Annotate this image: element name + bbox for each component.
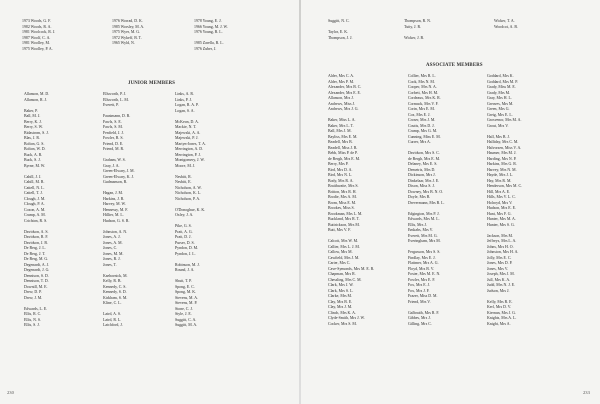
member-name: Ball, M. J. [24, 114, 41, 118]
member-name: Cunning, Miss E. M. [408, 134, 441, 139]
member-name: Thompson, J. J. [328, 35, 353, 40]
senior-members-column-3 [194, 19, 228, 52]
member-name: Bayliss, Mrs E. M. [328, 134, 358, 139]
member-name: Brookman, Mrs L. M. [328, 211, 363, 216]
member-name: Findlay, Mrs E. J. [408, 255, 436, 260]
member-name: Berry, Mrs P. [328, 162, 349, 166]
member-name: Stevens, M. P. [175, 301, 198, 305]
member-name: Beadell, Miss J. R. [328, 145, 358, 150]
member-name: Berry, K. J. [24, 119, 42, 124]
member-name: Merrington, P. J. [175, 152, 201, 157]
member-name: Berry, S. W. [24, 125, 43, 129]
member-name: Jones, A. M. [103, 240, 123, 245]
member-name: Nesbitt, R. [175, 174, 192, 179]
member-name: Johnston, A. N. [103, 229, 128, 234]
member-name: Jones, Mrs D. P. [487, 261, 513, 265]
member-name: Jones, Mrs V. [487, 266, 509, 271]
member-name: Judd, Mrs N. J. E. [487, 283, 516, 287]
member-name: Clark, Mrs S. L. [328, 288, 354, 293]
member-name: Nicholson, K. L. [175, 191, 202, 195]
member-name: 1985 Zarella, R. L. [194, 41, 224, 45]
member-name: Kaehornick, M. [103, 273, 128, 278]
member-name: Halliday, Mrs C. M. [487, 140, 519, 144]
member-name: Ellis, R. C. [24, 312, 42, 316]
member-name: Bolton, G. S. [24, 141, 45, 146]
member-name: Hayde, Mrs J. L. [487, 173, 514, 177]
member-name: Chapman, Mrs R. [328, 272, 356, 276]
member-name: Spong, M. K. [175, 290, 197, 294]
member-name: Everett, Mrs M. G. [408, 233, 438, 238]
member-name: Purser, D. S. [175, 240, 195, 245]
associate-members-heading: ASSOCIATE MEMBERS [426, 63, 483, 68]
member-name: Clough, J. M. [24, 196, 46, 201]
member-name: Pratt, D. J. [175, 235, 192, 239]
member-name: Currer, Mrs A. [408, 140, 431, 144]
member-name: Stevens, M. A. [175, 295, 199, 300]
member-name: Grady, Miss M. E. [487, 85, 516, 89]
member-name: Buckland, Mrs R. T. [328, 217, 360, 221]
member-name: Crump, Mrs G. M. [408, 129, 438, 133]
member-name: Fox, Mrs E. J. [408, 283, 431, 287]
member-name: Oxley, J. A. [175, 213, 194, 217]
member-name: Jones, R. J. [103, 257, 121, 261]
member-name: Mackie, N. T. [175, 125, 197, 129]
member-name: Johnston, Mrs H. A. [487, 250, 519, 254]
member-name: O'Donoghue, K. K. [175, 207, 206, 212]
junior-members-heading: JUNIOR MEMBERS [128, 81, 176, 86]
member-name: Everett, P. [103, 103, 119, 107]
member-name: Clark, Mrs J. W. [328, 283, 354, 287]
member-name: Style, J. E. [175, 312, 192, 316]
member-name: Kirkham, S. M. [103, 295, 128, 300]
member-name: Friend, D. E. [103, 141, 124, 146]
member-name: Dennison, S. D. [24, 273, 49, 278]
member-name: Hunt, Mrs F. G. [487, 211, 512, 216]
member-name: Judson, Mrs J. [487, 288, 510, 293]
member-name: Kelly, R. B. [103, 279, 122, 283]
member-name: Majewski, P. J. [175, 136, 199, 140]
member-name: Foster, Mrs M. E. N. [408, 272, 441, 276]
member-name: Jones, M. M. [103, 251, 124, 256]
member-name: 1975 Wyer, M. G. [112, 30, 141, 34]
member-name: McKeon, D. A. [175, 119, 199, 124]
member-name: Andrews, Mrs J. G. [328, 107, 359, 111]
member-name: Kiernan, Mrs J. G. [487, 310, 516, 315]
member-name: Frazer, Miss D. M. [408, 294, 438, 298]
member-name: Jolly, Mrs E. C. [487, 255, 512, 260]
member-name: Ellis, N. S. [24, 317, 41, 322]
member-name: Coxon, A. M. [24, 207, 46, 212]
member-name: 1976 Young, R. L. [194, 30, 223, 34]
member-name: Majewski, A. A. [175, 130, 201, 135]
member-name: Doyle, Mrs B. [408, 195, 431, 199]
member-name: Cordeaux, Mrs K. R. [408, 96, 441, 100]
member-name: Callow, Mrs M. [328, 250, 353, 254]
member-name: Cahill, J. J. [24, 174, 42, 179]
member-name: Degenardt, A. J. [24, 262, 50, 267]
member-name: Shutt, T. P. [175, 279, 192, 283]
member-name: Graham, W. S. [103, 158, 126, 162]
member-name: Jones, A. J. [103, 235, 121, 239]
member-name: Fergusson, Mrs S. S. [408, 250, 441, 254]
member-name: Wicker, T. A. [494, 19, 515, 23]
member-name: Alexander, Mrs E. E. [328, 90, 361, 95]
member-name: 1982 Woods, R. A. [22, 24, 52, 29]
member-name: Dickinson, Mrs J. [408, 173, 436, 177]
member-name: Demetris, Mrs D. [408, 167, 436, 172]
member-name: Nicholson, P. A. [175, 196, 201, 201]
member-name: Greaves, Mrs M. [487, 101, 514, 106]
member-name: Woodcot, A. B. [494, 24, 519, 29]
member-name: de Bergh, Mrs E. M. [408, 156, 441, 161]
member-name: Crichton, R. S. [24, 218, 48, 223]
member-name: Britton, Mrs R. H. [328, 189, 357, 194]
member-name: Gibbes, Mrs J. [408, 316, 431, 320]
member-name: Clarke, Mrs M. [328, 294, 352, 298]
member-name: Clay, Mrs J. M. [328, 305, 353, 309]
member-name: 1966 Young, M. J. W. [194, 24, 228, 29]
member-name: Cooper, Mrs N. A. [408, 85, 437, 89]
member-name: Body, Mrs R. A. [328, 178, 354, 183]
member-name: Davidson, R. F. [24, 235, 49, 239]
member-name: Haumer, Mrs M. J. [487, 151, 517, 155]
right-top-column-2 [404, 19, 431, 41]
member-name: Galbraith, Mrs R. F. [408, 310, 440, 315]
member-name: Drew, J. M. [24, 295, 43, 300]
member-name: Brom, Miss E. M. [328, 200, 357, 205]
member-name: Crump, A. M. [24, 213, 46, 217]
member-name: Allanson, Mrs J. [328, 96, 354, 100]
member-name: Hall, Mrs B. J. [487, 134, 510, 139]
member-name: Gray, J. A. [103, 163, 120, 168]
member-name: Knight, Mrs A. [487, 321, 511, 326]
member-name: Round, J. A. [175, 268, 195, 272]
member-name: Edwards, L. E. [24, 306, 48, 311]
member-name: Buck, A. R. [24, 152, 43, 157]
member-name: Goddard, Mrs K. [487, 74, 514, 78]
junior-members-column-3 [175, 92, 206, 329]
member-name: Chessling, Mrs C. M. [328, 277, 362, 282]
member-name: Logan, S. A. [175, 108, 195, 113]
member-name: Jackson, Mrs M. [487, 233, 513, 238]
member-name: Harkins, J. R. [103, 196, 125, 201]
member-name: Downey, Mrs B. N. O. [408, 189, 444, 194]
member-name: Bolton, W. D. [24, 147, 46, 151]
member-name: Fenfield, J. J. [103, 130, 124, 135]
member-name: Clough, P. A. [24, 202, 45, 206]
member-name: Joseph, Mrs J. M. [487, 272, 515, 276]
member-name: Ellis, S. J. [24, 323, 40, 327]
member-name: Hunter, Mrs S. G. [487, 222, 515, 227]
member-name: Davidson, Mrs S. C. [408, 151, 440, 155]
member-name: Cocker, Mrs S. M. [328, 321, 357, 326]
member-name: Dinkelaar, Mrs J. E. [408, 178, 440, 183]
member-name: Edwards, Mrs M. L. [408, 217, 440, 221]
member-name: Drevermann, Mrs B. L. [408, 200, 445, 205]
member-name: Fawls, S. M. [103, 125, 123, 129]
member-name: Pratt, A. G. [175, 229, 193, 234]
member-name: Grady, Mrs M. [487, 90, 511, 95]
member-name: Cawfield, Mrs J. M. [328, 255, 360, 260]
member-name: Davidson, A. S. [24, 229, 49, 234]
member-name: Knights, Mrs A. L. [487, 316, 517, 320]
member-name: Drew, D. P. [24, 290, 42, 294]
member-name: Jeffreys, Mrs L. A. [487, 239, 517, 243]
member-name: Brookes, Miss S. [328, 206, 355, 210]
member-name: Spong, E. C. [175, 284, 195, 289]
member-name: Carter, Mrs C. [328, 261, 351, 265]
member-name: Blas, J. R. [24, 136, 40, 140]
member-name: Allanson, M. D. [24, 92, 50, 96]
right-page [301, 0, 600, 404]
member-name: 1973 Woods, G. F. [22, 19, 51, 23]
member-name: Moore, M. J. [175, 163, 196, 168]
member-name: Harding, Mrs N. P. [487, 156, 517, 161]
member-name: Kennedy, S. D. [103, 290, 127, 294]
member-name: Robinson, M. J. [175, 262, 200, 267]
member-name: Suggitt, N. C. [328, 19, 350, 23]
member-name: Taylor, E. K. [328, 30, 348, 34]
junior-members-column-2 [103, 92, 135, 329]
member-name: 1976 Worrad, D. K. [112, 19, 143, 23]
member-name: Pyndon, J. L. [175, 251, 196, 256]
member-name: Martyn-Jones, T. A. [175, 141, 206, 146]
member-name: Clay, Mrs B. E. [328, 299, 353, 304]
member-name: Latchford, J. [103, 323, 123, 327]
member-name: Stone, C. J. [175, 306, 193, 311]
member-name: Alder, Mrs C. A. [328, 74, 354, 78]
member-name: Cattell, T. J. [24, 191, 43, 195]
senior-members-column-1 [22, 19, 55, 52]
member-name: Kennedy, C. S. [103, 284, 127, 289]
member-name: Alexander, Mrs B. C. [328, 85, 362, 89]
member-name: Kerl, Mrs D. V. [487, 305, 512, 309]
member-name: Baker, Mrs L. T. [328, 123, 354, 128]
member-name: Friend, Mrs V. [408, 299, 431, 304]
member-name: Cahill, M. R. [24, 180, 45, 184]
member-name: Calcott, Mrs W. M. [328, 239, 359, 243]
member-name: Braithwaite, Mrs S. [328, 184, 359, 188]
member-name: Davidson, J. B. [24, 240, 48, 245]
member-name: Nesbitt, E. [175, 180, 192, 184]
member-name: Cave-Symonds, Mrs M. E. R. [328, 266, 375, 271]
member-name: Suggitt, C. A. [175, 317, 197, 322]
member-name: Thompson, R. N. [404, 19, 431, 23]
member-name: Gray, Mrs H. L. [487, 96, 512, 100]
member-name: Hennessy, M. F. [103, 207, 129, 212]
member-name: Byrne, M. W. [24, 163, 46, 168]
member-name: Cox, Mrs E. J. [408, 112, 431, 117]
member-name: Links, A. R. [175, 92, 194, 96]
member-name: De Berg, J. T. [24, 251, 46, 256]
member-name: Henderson, Mrs M. C. [487, 184, 523, 188]
member-name: Baker, P. [24, 108, 38, 113]
member-name: Fowler, Mrs E. F. [408, 277, 436, 282]
junior-members-column-1 [24, 92, 49, 329]
member-name: Harvey, Mrs N. M. [487, 167, 517, 172]
member-name: Bidastrom, S. J. [24, 130, 49, 135]
member-name: Bird, Mrs D. A. [328, 167, 353, 172]
member-name: Downill, M. E. [24, 284, 48, 289]
member-name: Floyd, Mrs B. V. [408, 266, 435, 271]
member-name: Faustmann, D. R. [103, 114, 131, 118]
member-name: Beadell, Mrs B. [328, 140, 353, 144]
member-name: Bebb, Miss P. de P. [328, 151, 358, 155]
member-name: Butt, Mrs V. F. [328, 228, 351, 232]
member-name: Buttrickson, Mrs M. [328, 222, 360, 227]
member-name: Cook, Mrs N. M. [408, 79, 435, 84]
member-name: Ball, Mrs J. M. [328, 129, 352, 133]
member-name: Fawls, S. E. [103, 119, 122, 124]
member-name: Laird, R. L. [103, 317, 122, 322]
member-name: Jones, T. [103, 262, 117, 267]
member-name: Grout, Mrs V. [487, 123, 509, 128]
member-name: Greig, Mrs E. L. [487, 112, 513, 117]
member-name: Friend, M. R. [103, 147, 125, 151]
member-name: 1987 Woolf, C. A. [22, 35, 51, 40]
associate-members-column-3 [487, 74, 522, 327]
member-name: Green-Elwary, J. M. [103, 169, 135, 173]
member-name: Allanson, R. J. [24, 97, 48, 102]
member-name: Delaney, Mrs E. S. [408, 162, 438, 166]
member-name: Tutty, J. R. [404, 24, 422, 29]
member-name: 1965 Wyld, N. [112, 41, 135, 45]
member-name: Fowler, B. S. [103, 136, 124, 140]
member-name: Corbett, Mrs H. M. [408, 90, 439, 95]
member-name: Johns, Mrs H. O. [487, 244, 514, 249]
member-name: Merrington, A. D. [175, 147, 203, 151]
member-name: Fox, Mrs J. F. [408, 288, 430, 293]
member-name: Halvorsen, Miss V. A. [487, 145, 522, 150]
member-name: Green-Elwary, K. J. [103, 174, 134, 179]
member-name: Jones, C. [103, 246, 118, 250]
member-name: Gudmanson, R. [103, 180, 128, 184]
member-name: Gilling, Mrs C. [408, 321, 432, 326]
member-name: Pike, G. S. [175, 224, 192, 228]
member-name: Dixon, Miss S. J. [408, 184, 435, 188]
member-name: Andrews, Miss J. [328, 101, 356, 106]
member-name: Bird, Mrs N. L. [328, 173, 353, 177]
member-name: 1975 Woolley, P. A. [22, 46, 53, 51]
member-name: Hills, Mrs V. L. C. [487, 195, 516, 199]
member-name: Alder, Mrs P. M. [328, 79, 354, 84]
right-top-column-1 [328, 19, 353, 41]
senior-members-column-2 [112, 19, 144, 47]
member-name: Goddard, Mrs M. P. [487, 79, 518, 84]
member-name: Kline, C. L. [103, 301, 122, 305]
member-name: Brodie, Mrs A. M. [328, 195, 357, 199]
member-name: Ellis, Mrs J. [408, 222, 427, 227]
member-name: Hill, Mrs A. E. [487, 189, 511, 194]
member-name: Laird, A. S. [103, 312, 122, 316]
member-name: Cormack, Mrs V. F. [408, 101, 439, 106]
member-name: de Bergh, Mrs E. M. [328, 156, 361, 161]
member-name: Ellsworth, L. M. [103, 97, 129, 102]
member-name: Nicholson, A. W. [175, 185, 202, 190]
member-name: Emkabs, Mrs V. [408, 228, 433, 232]
member-name: Flattmer, Mrs A. G. [408, 261, 439, 265]
member-name: Hudson, Mrs E. E. [487, 206, 516, 210]
member-name: Hillier, M. L. [103, 213, 124, 217]
member-name: Green, Mrs G. [487, 107, 510, 111]
member-name: Edgington, Mrs P. J. [408, 211, 440, 216]
member-name: Jull, Mrs K. A. [487, 277, 511, 282]
member-name: 1981 Woolley, M. [22, 41, 50, 45]
page-number-left: 230 [7, 390, 14, 395]
page-number-right: 233 [583, 390, 590, 395]
associate-members-column-2 [408, 74, 445, 327]
member-name: 1976 Zuber, J. [194, 46, 217, 51]
member-name: 1978 Young, E. J. [194, 19, 222, 23]
member-name: Dennison, T. D. [24, 279, 49, 283]
member-name: Hagan, J. M. [103, 191, 123, 195]
member-name: Hudson, G. S. R. [103, 218, 130, 223]
associate-members-column-1 [328, 74, 374, 327]
member-name: Callier, Mrs L. J. M. [328, 244, 360, 249]
member-name: Croser, Mrs J. M. [408, 118, 436, 122]
member-name: Clyde-Smith, Mrs J. W. [328, 316, 365, 320]
member-name: 1985 Worsley, M. A. [112, 24, 145, 29]
member-name: Hay, Mrs R. M. [487, 178, 512, 183]
member-name: Wicker, J. B. [404, 35, 425, 40]
member-name: Pyndon, D. M. [175, 246, 199, 250]
member-name: Baker, Miss L. A. [328, 118, 356, 122]
member-name: Ellsworth, P. J. [103, 92, 127, 96]
member-name: 1972 Wykeff, B. T. [112, 35, 142, 40]
member-name: Corin, Mrs E. M. [408, 107, 435, 111]
left-page [0, 0, 299, 404]
member-name: Kelly, Mrs R. E. [487, 299, 513, 304]
member-name: Degenardt, J. G. [24, 268, 50, 272]
member-name: Harvey, M. W. [103, 202, 126, 206]
member-name: Logan, R. A. P. [175, 103, 199, 107]
member-name: Hunter, Mrs M. A. [487, 217, 516, 221]
member-name: De Berg, J. L. [24, 246, 46, 250]
member-name: Cattell, N. L. [24, 185, 45, 190]
right-top-column-3 [494, 19, 518, 30]
member-name: Clinch, Mrs K. A. [328, 310, 356, 315]
member-name: Suggitt, M. A. [175, 323, 198, 327]
member-name: Everingham, Mrs M. [408, 239, 441, 243]
member-name: Buck, S. J. [24, 158, 41, 162]
member-name: Montgomery, J. W. [175, 158, 205, 162]
member-name: Grosvenor, Mrs M. A. [487, 118, 522, 122]
member-name: Holroyd, Mrs V. [487, 200, 513, 205]
member-name: Coutts, Mrs D. J. [408, 123, 435, 128]
member-name: Links, P. J. [175, 97, 192, 102]
member-name: Collier, Mrs R. L. [408, 74, 436, 78]
member-name: De Berg, M. G. [24, 257, 49, 261]
member-name: 1981 Woolcock, R. J. [22, 30, 56, 34]
member-name: Harkins, Mrs G. R. [487, 162, 517, 166]
